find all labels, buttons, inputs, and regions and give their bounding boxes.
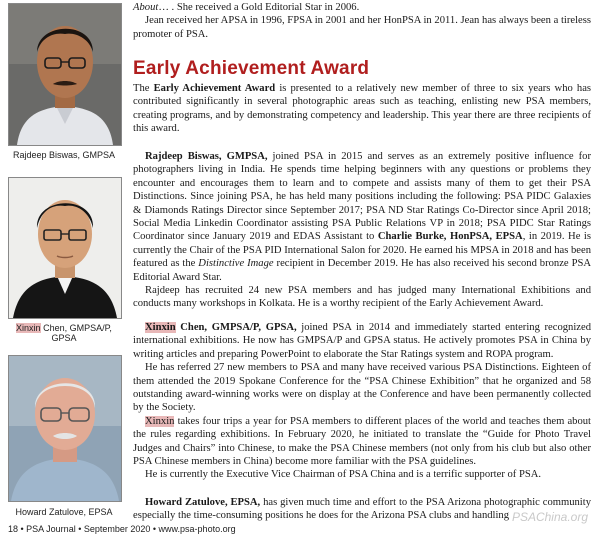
lead-paragraph [133,82,591,136]
rajdeep-p1-c: recipient in December 2019. He has also received his second bronze PSA Editorial Award Star. [133,258,591,283]
xinxin-p1: joined PSA in 2014 and immediately started entering recognized international exhibitions. He now has GMPSA/P and GPSA status. He actively promotes PSA in China by writing articles and preparing PowerPoint to elaborate the Star Ratings system and ROPA program. [133,322,591,360]
intro-line-2: Jean received her APSA in 1996, FPSA in 2001 and her HonPSA in 2011. Jean has always been a tireless promoter of PSA. [133,15,591,40]
xinxin-name-rest: Chen, GMPSA/P, GPSA, [175,322,297,333]
watermark: PSAChina.org [511,510,588,524]
rajdeep-paragraph-2: Rajdeep has recruited 24 new PSA members and has judged many International Exhibitions and conducts many workshops in Kolkata. He is a worthy recipient of the Early Achievement Award. [133,285,591,310]
howard-caption: Howard Zatulove, EPSA [15,507,113,517]
xinxin-p3-highlight: Xinxin [145,415,175,427]
xinxin-p3: takes four trips a year for PSA members to different places of the world and teaches them about the rules regarding exhibitions. In February 2020, he initiated to translate the “Guide for Photo Travel Judges and Chairs” into Chinese, to make the PSA Chinese members (not only from his club but also other PSA Chinese members in China) become more familiar with the PSA guidelines. [133,415,591,468]
rajdeep-photo [8,3,122,146]
lead-text [133,82,591,136]
rajdeep-name: Rajdeep Biswas, GMPSA, [145,151,268,162]
xinxin-caption [8,323,120,343]
intro-text [133,1,591,41]
xinxin-paragraph-1 [133,321,591,361]
rajdeep-p1-b: , in 2019. He is currently the Chair of the PSA PID International Salon for 2020. He earned his MPSA in 2018 and has been featured as the [133,231,591,270]
xinxin-paragraph-3 [133,415,591,469]
xinxin-caption-highlight: Xinxin [16,323,41,333]
xinxin-photo [8,177,122,319]
lead-bold: Early Achievement Award [153,83,276,94]
rajdeep-p1-italic: Distinctive Image [198,258,274,270]
lead-pre: The [133,83,154,94]
section-heading: Early Achievement Award [133,58,370,79]
howard-photo [8,355,122,502]
howard-p1: has given much time and effort to the PSA Arizona photographic community especially the time-consuming positions he does for the Arizona PSA clubs and handling [133,497,591,522]
rajdeep-text [133,150,591,311]
intro-line-1-rest: … . She received a Gold Editorial Star in 2006. [158,2,360,13]
xinxin-caption-rest: Chen, GMPSA/P, GPSA [40,323,112,343]
howard-name: Howard Zatulove, EPSA, [145,497,261,508]
lead-post: is presented to a relatively new member of three to six years who has contributed significantly in several photographic areas such as teaching, enlisting new PSA members, creating programs, and by demonstrating competency and leadership. This year there are three recipients of this award. [133,83,592,135]
page-footer: 18 • PSA Journal • September 2020 • www.psa-photo.org [8,524,236,534]
intro-line-1 [133,1,591,14]
xinxin-paragraph-2: He has referred 27 new members to PSA and many have received various PSA Distinctions. Eighteen of them attended the 2019 Spokane Conference for the “PSA Chinese Exhibition” that he organized and 58 outstanding award-winning works were on display at the Conference and have been permanently collected by the Society. [133,362,591,414]
rajdeep-p1-a: joined PSA in 2015 and serves as an extremely positive influence for photographers living in India. He spends time helping beginners with any questions or problems they encounter and encourages them to learn and to compete and assists many of them to get their PSA Distinctions. Since joining PSA, he has held many positions including the following: PSA PIDC Galaxies & Diamonds Ratings Director since September 2017; PSA ND Star Ratings Co-Director since April 2018; Social Media Linkedin Coordinator assisting PSA Public Relations VP in 2018; PSA PIDC Star Ratings Coordinator since January 2019 and EDAS Assistant to [133,151,591,243]
intro-line-1-em: About [133,2,159,13]
rajdeep-caption: Rajdeep Biswas, GMPSA [12,150,116,160]
xinxin-paragraph-4: He is currently the Executive Vice Chairman of PSA China and is a terrific supporter of PSA. [145,469,542,481]
xinxin-name-highlight: Xinxin [145,322,176,333]
rajdeep-paragraph-1 [133,150,591,284]
xinxin-name [145,322,297,333]
xinxin-text [133,321,591,482]
rajdeep-p1-bold: Charlie Burke, HonPSA, EPSA [377,231,523,243]
